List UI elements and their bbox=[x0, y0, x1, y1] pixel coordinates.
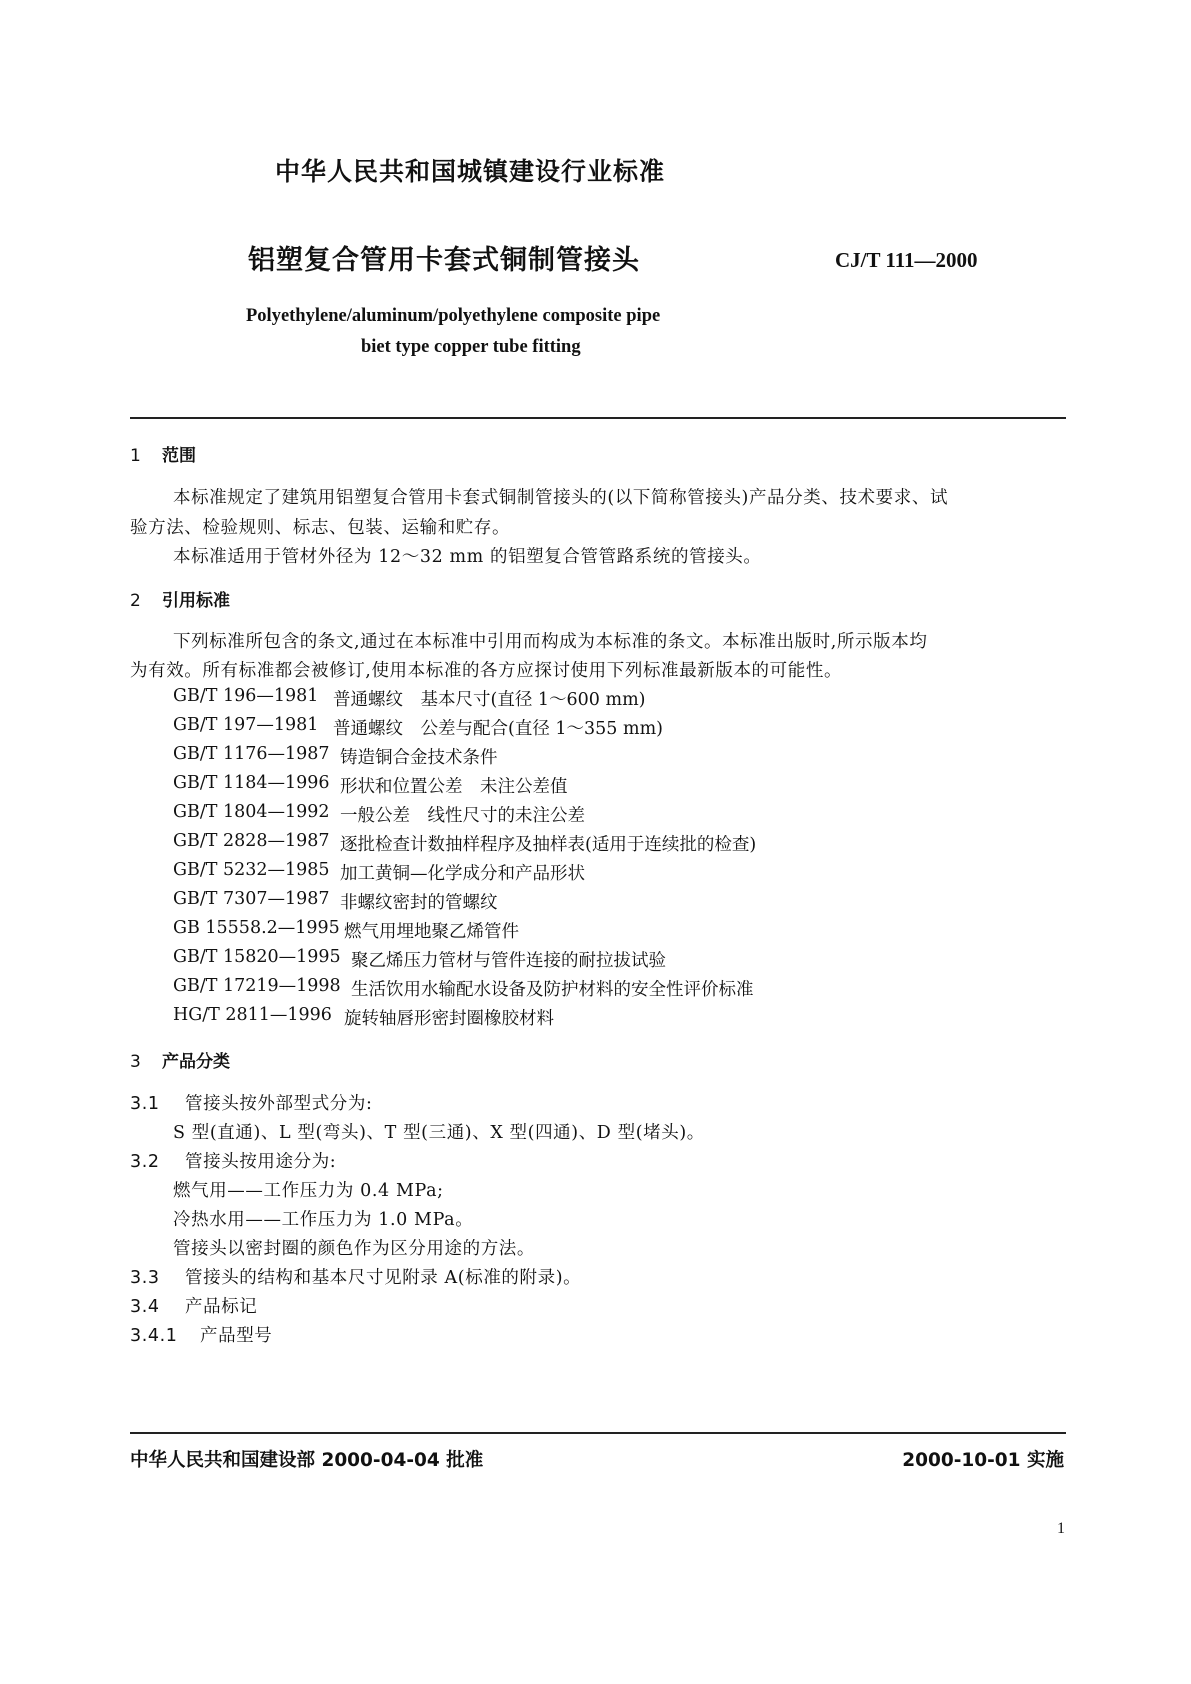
section-2-number: 2 bbox=[130, 591, 141, 611]
section-1-heading bbox=[130, 441, 196, 466]
clause-3-3-number: 3.3 bbox=[130, 1268, 160, 1288]
reference-name: 旋转轴唇形密封圈橡胶材料 bbox=[344, 1009, 554, 1029]
document-title: 铝塑复合管用卡套式铜制管接头 bbox=[248, 245, 640, 276]
clause-3-3 bbox=[130, 1264, 581, 1289]
reference-code: GB/T 1176—1987 bbox=[173, 744, 330, 764]
reference-code: HG/T 2811—1996 bbox=[173, 1005, 332, 1025]
clause-3-2-water: 冷热水用——工作压力为 1.0 MPa。 bbox=[173, 1210, 474, 1230]
english-title-line-2: biet type copper tube fitting bbox=[361, 337, 581, 357]
clause-3-1-text: 管接头按外部型式分为: bbox=[185, 1094, 373, 1114]
reference-name: 铸造铜合金技术条件 bbox=[340, 748, 498, 768]
reference-name: 普通螺纹 基本尺寸(直径 1～600 mm) bbox=[333, 690, 646, 710]
section-2-heading bbox=[130, 586, 230, 611]
english-title-line-1: Polyethylene/aluminum/polyethylene composite pipe bbox=[246, 306, 661, 326]
section-1-para-2: 本标准适用于管材外径为 12～32 mm 的铝塑复合管管路系统的管接头。 bbox=[173, 547, 762, 567]
reference-code: GB/T 5232—1985 bbox=[173, 860, 330, 880]
clause-3-2-gas: 燃气用——工作压力为 0.4 MPa; bbox=[173, 1181, 444, 1201]
section-2-intro-line-2: 为有效。所有标准都会被修订,使用本标准的各方应探讨使用下列标准最新版本的可能性。 bbox=[130, 661, 843, 681]
clause-3-4-number: 3.4 bbox=[130, 1297, 160, 1317]
reference-name: 聚乙烯压力管材与管件连接的耐拉拔试验 bbox=[351, 951, 666, 971]
reference-name: 普通螺纹 公差与配合(直径 1～355 mm) bbox=[333, 719, 664, 739]
header-divider bbox=[130, 417, 1066, 419]
reference-code: GB/T 1804—1992 bbox=[173, 802, 330, 822]
approval-statement: 中华人民共和国建设部 2000-04-04 批准 bbox=[130, 1450, 484, 1471]
reference-code: GB 15558.2—1995 bbox=[173, 918, 340, 938]
reference-name: 形状和位置公差 未注公差值 bbox=[340, 777, 568, 797]
reference-code: GB/T 1184—1996 bbox=[173, 773, 330, 793]
reference-code: GB/T 196—1981 bbox=[173, 686, 319, 706]
section-3-number: 3 bbox=[130, 1052, 141, 1072]
section-1-para-1-line-2: 验方法、检验规则、标志、包装、运输和贮存。 bbox=[130, 518, 511, 538]
footer-divider bbox=[130, 1432, 1066, 1434]
section-1-para-1-line-1: 本标准规定了建筑用铝塑复合管用卡套式铜制管接头的(以下简称管接头)产品分类、技术要求、试 bbox=[173, 488, 949, 508]
reference-code: GB/T 15820—1995 bbox=[173, 947, 341, 967]
clause-3-2 bbox=[130, 1148, 336, 1173]
section-3-title: 产品分类 bbox=[162, 1052, 230, 1072]
section-1-number: 1 bbox=[130, 446, 141, 466]
reference-code: GB/T 197—1981 bbox=[173, 715, 319, 735]
clause-3-4 bbox=[130, 1293, 257, 1318]
clause-3-4-1 bbox=[130, 1322, 272, 1347]
reference-code: GB/T 17219—1998 bbox=[173, 976, 341, 996]
clause-3-3-text: 管接头的结构和基本尺寸见附录 A(标准的附录)。 bbox=[185, 1268, 582, 1288]
reference-code: GB/T 2828—1987 bbox=[173, 831, 330, 851]
implementation-date: 2000-10-01 实施 bbox=[902, 1450, 1064, 1471]
standard-code: CJ/T 111—2000 bbox=[835, 248, 978, 272]
reference-name: 加工黄铜—化学成分和产品形状 bbox=[340, 864, 585, 884]
clause-3-4-text: 产品标记 bbox=[185, 1297, 258, 1317]
clause-3-1 bbox=[130, 1090, 373, 1115]
clause-3-4-1-number: 3.4.1 bbox=[130, 1326, 178, 1346]
reference-code: GB/T 7307—1987 bbox=[173, 889, 330, 909]
section-3-heading bbox=[130, 1047, 230, 1072]
reference-name: 生活饮用水输配水设备及防护材料的安全性评价标准 bbox=[351, 980, 754, 1000]
reference-name: 逐批检查计数抽样程序及抽样表(适用于连续批的检查) bbox=[340, 835, 757, 855]
page-number: 1 bbox=[1057, 1520, 1065, 1537]
clause-3-2-number: 3.2 bbox=[130, 1152, 160, 1172]
reference-name: 燃气用埋地聚乙烯管件 bbox=[344, 922, 519, 942]
clause-3-4-1-text: 产品型号 bbox=[200, 1326, 273, 1346]
reference-name: 一般公差 线性尺寸的未注公差 bbox=[340, 806, 585, 826]
issuing-body-title: 中华人民共和国城镇建设行业标准 bbox=[275, 157, 666, 186]
section-2-title: 引用标准 bbox=[162, 591, 230, 611]
clause-3-2-note: 管接头以密封圈的颜色作为区分用途的方法。 bbox=[173, 1239, 535, 1259]
section-2-intro-line-1: 下列标准所包含的条文,通过在本标准中引用而构成为本标准的条文。本标准出版时,所示版本均 bbox=[173, 632, 928, 652]
reference-name: 非螺纹密封的管螺纹 bbox=[340, 893, 498, 913]
clause-3-1-detail: S 型(直通)、L 型(弯头)、T 型(三通)、X 型(四通)、D 型(堵头)。 bbox=[173, 1123, 705, 1143]
clause-3-2-text: 管接头按用途分为: bbox=[185, 1152, 337, 1172]
section-1-title: 范围 bbox=[162, 446, 196, 466]
clause-3-1-number: 3.1 bbox=[130, 1094, 160, 1114]
